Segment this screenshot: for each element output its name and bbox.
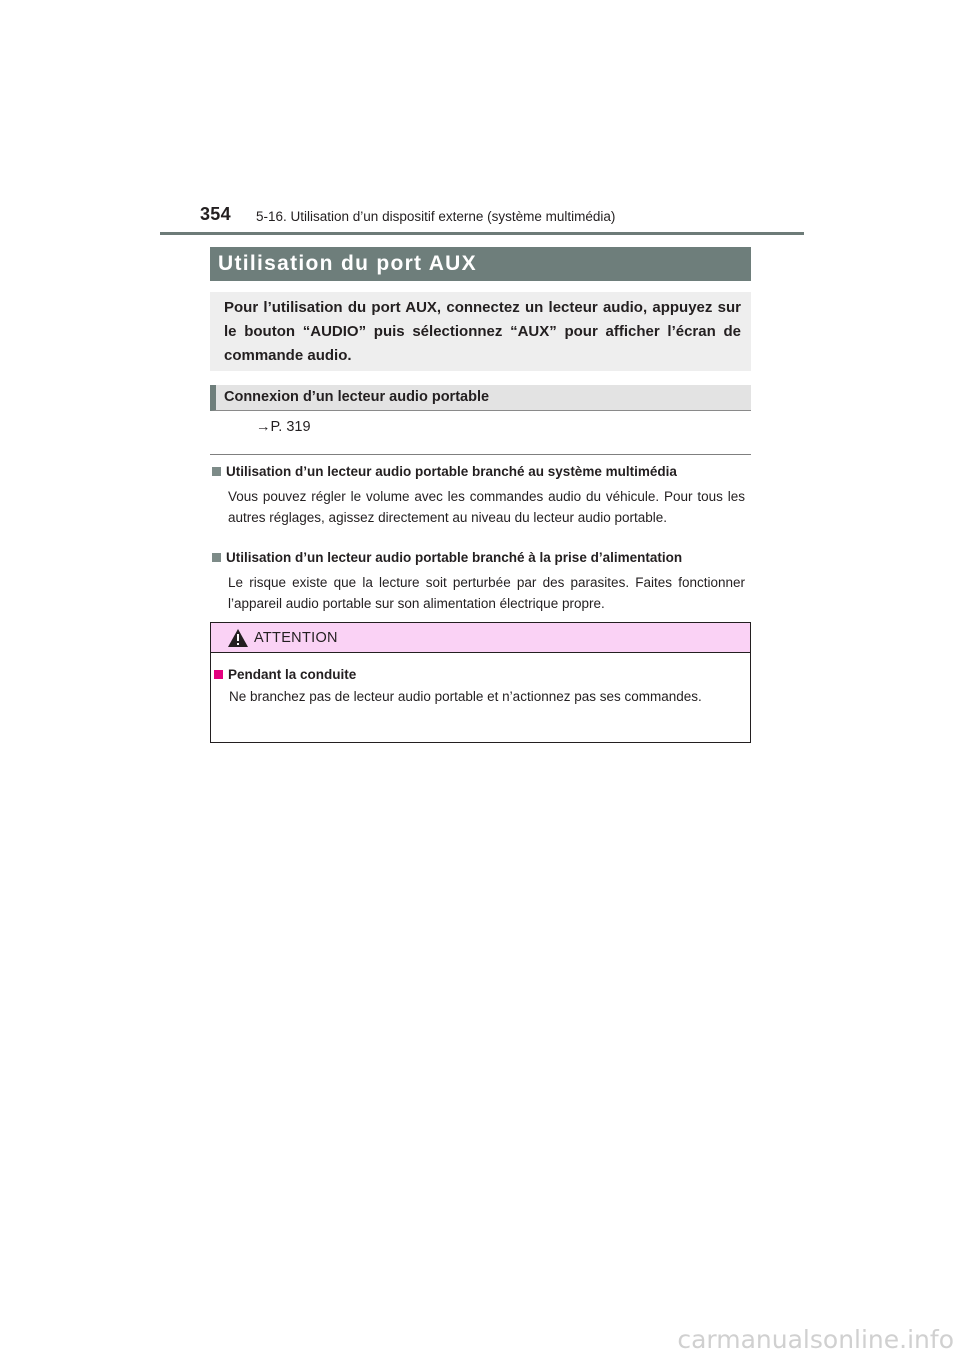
page-number: 354 [200,204,231,224]
section-title: Utilisation du port AUX [210,247,751,281]
square-bullet-icon [212,467,221,476]
section-header: 5-16. Utilisation d’un dispositif externe (système multimédia) [256,209,616,224]
note-heading [212,464,677,479]
note-heading [212,550,682,565]
warning-subheading [214,667,356,682]
page-reference: →P. 319 [256,419,311,435]
divider [210,454,751,455]
note-heading-text: Utilisation d’un lecteur audio portable branché au système multimédia [226,464,677,479]
note-body: Vous pouvez régler le volume avec les commandes audio du véhicule. Pour tous les autres réglages, agissez directement au niveau du lecteur audio portable. [228,489,745,525]
square-bullet-icon [214,670,223,679]
warning-triangle-icon [227,628,249,653]
warning-text: Ne branchez pas de lecteur audio portable et n’actionnez pas ses commandes. [229,689,702,704]
warning-title: ATTENTION [254,630,338,646]
warning-box [210,622,751,743]
note-heading-text: Utilisation d’un lecteur audio portable branché à la prise d’alimentation [226,550,683,565]
watermark: carmanualsonline.info [677,1325,954,1354]
intro-text: Pour l’utilisation du port AUX, connectez un lecteur audio, appuyez sur le bouton “AUDIO” puis sélectionnez “AUX” pour afficher l’écran de commande audio. [224,299,741,364]
square-bullet-icon [212,553,221,562]
intro-box [210,292,751,371]
note-body: Le risque existe que la lecture soit perturbée par des parasites. Faites fonctionner l’appareil audio portable sur son alimentation électrique propre. [228,575,745,611]
subsection-heading: Connexion d’un lecteur audio portable [210,385,751,411]
warning-header [211,623,750,653]
header-divider [160,232,804,235]
warning-subheading-text: Pendant la conduite [228,667,357,682]
